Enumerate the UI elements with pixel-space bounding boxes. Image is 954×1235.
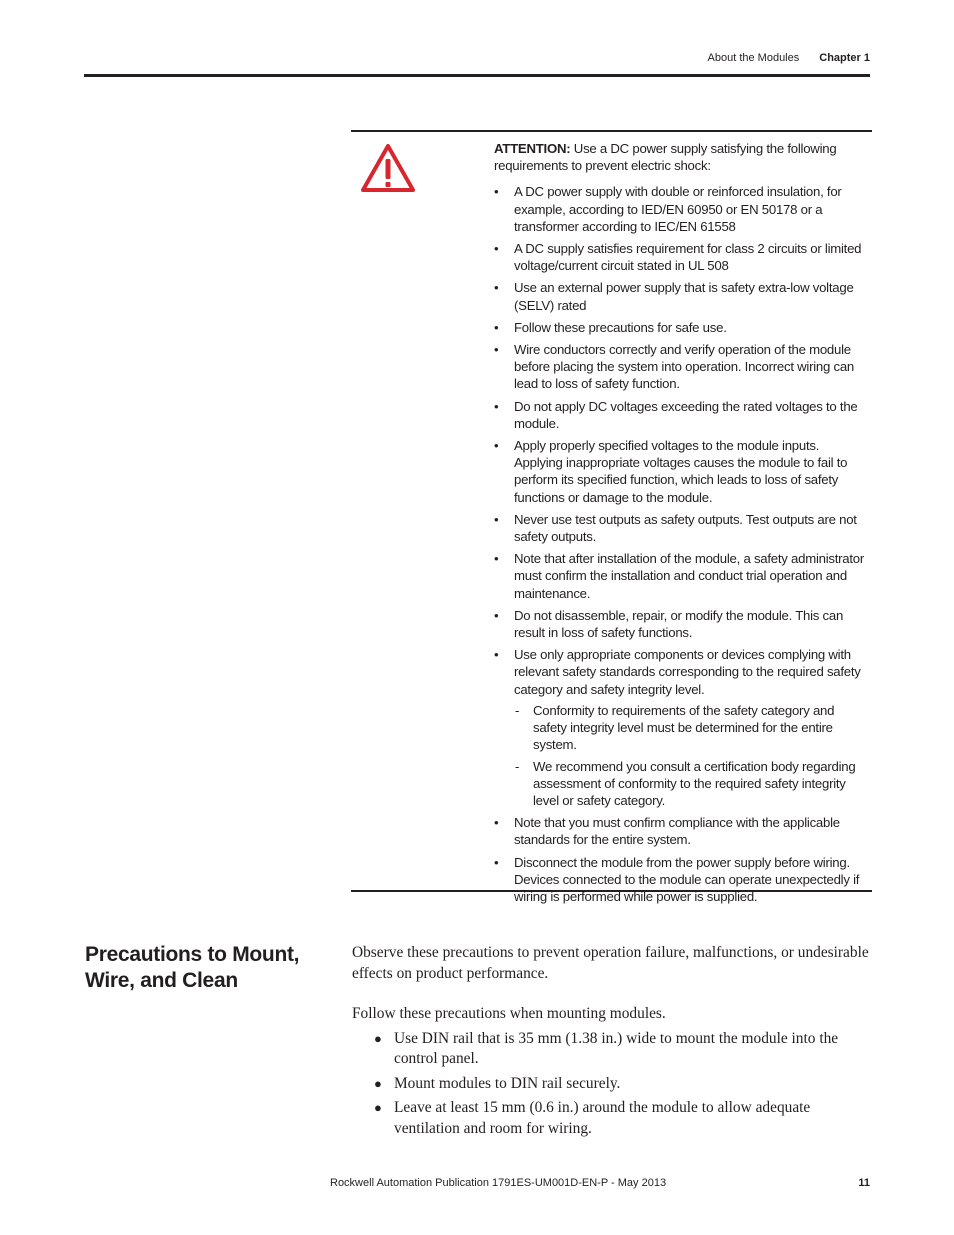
attention-item-text: Do not disassemble, repair, or modify the module. This can result in loss of safety functions. — [514, 607, 844, 641]
running-header — [708, 52, 870, 64]
section-paragraph-2: Follow these precautions when mounting modules. — [352, 1005, 666, 1022]
attention-item-text: A DC supply satisfies requirement for class 2 circuits or limited voltage/current circuit stated in UL 508 — [514, 241, 862, 274]
mounting-precaution-item — [352, 1074, 872, 1095]
attention-intro: Use a DC power supply satisfying the following requirements to prevent electric shock: — [494, 141, 837, 174]
bullet-mark: ● — [374, 1075, 382, 1091]
attention-item-text: Use an external power supply that is safety extra-low voltage (SELV) rated — [514, 280, 854, 313]
attention-box — [351, 130, 872, 904]
footer-publication: Rockwell Automation Publication 1791ES-UM001D-EN-P - May 2013 — [330, 1177, 667, 1189]
bullet-mark: • — [494, 815, 499, 831]
bullet-mark: • — [494, 280, 499, 296]
attention-subitem-text: Conformity to requirements of the safety category and safety integrity level must be determined for the entire system. — [533, 702, 835, 753]
attention-item — [494, 398, 870, 432]
attention-item — [494, 183, 870, 235]
attention-subitem — [514, 758, 870, 810]
attention-text — [494, 140, 870, 910]
attention-label: ATTENTION: — [494, 141, 571, 156]
attention-item-text: Use only appropriate components or devices complying with relevant safety standards corresponding to the required safety category and safety integrity level. — [514, 647, 861, 697]
section-heading: Precautions to Mount, Wire, and Clean — [85, 943, 300, 992]
mounting-precaution-text: Use DIN rail that is 35 mm (1.38 in.) wide to mount the module into the control panel. — [394, 1029, 839, 1067]
section-body — [352, 943, 872, 1143]
mounting-precaution-item — [352, 1029, 872, 1070]
dash-mark: - — [515, 702, 520, 718]
bullet-mark: • — [494, 854, 499, 870]
bullet-mark: ● — [374, 1100, 382, 1115]
attention-item — [494, 319, 870, 336]
bullet-mark: • — [494, 241, 499, 257]
mounting-precaution-item — [352, 1098, 872, 1139]
attention-item — [494, 607, 870, 641]
warning-triangle-icon — [361, 144, 415, 192]
attention-list — [494, 183, 870, 905]
attention-item — [494, 854, 870, 906]
attention-item — [494, 550, 870, 602]
attention-subitem-list — [514, 702, 870, 809]
attention-lead — [494, 140, 870, 174]
attention-item-text: A DC power supply with double or reinforced insulation, for example, according to IED/EN 60950 or EN 50178 or a transformer according to IEC/EN 61558 — [514, 184, 842, 234]
attention-item — [494, 341, 870, 393]
header-section-title: About the Modules — [707, 52, 800, 64]
attention-item — [494, 240, 870, 274]
mounting-precaution-text: Leave at least 15 mm (0.6 in.) around the module to allow adequate ventilation and room for wiring. — [394, 1099, 811, 1137]
attention-item-text: Do not apply DC voltages exceeding the rated voltages to the module. — [514, 398, 858, 431]
bullet-mark: • — [494, 551, 499, 567]
bullet-mark: • — [494, 342, 499, 358]
bullet-mark: • — [494, 438, 499, 454]
attention-subitem — [514, 702, 870, 754]
page-number: 11 — [858, 1177, 870, 1189]
bullet-mark: • — [494, 647, 499, 663]
attention-item-text: Note that after installation of the module, a safety administrator must confirm the installation and conduct trial operation and maintenance. — [514, 551, 865, 601]
attention-item-text: Apply properly specified voltages to the module inputs. Applying inappropriate voltages causes the module to fail to perform its specified function, which leads to loss of safety functions or damage to the module. — [514, 438, 848, 505]
section-paragraph-1: Observe these precautions to prevent operation failure, malfunctions, or undesirable effects on product performance. — [352, 944, 869, 982]
attention-item-text: Disconnect the module from the power supply before wiring. Devices connected to the module can operate unexpectedly if wiring is performed while power is supplied. — [514, 854, 860, 904]
attention-item-text: Wire conductors correctly and verify operation of the module before placing the system into operation. Incorrect wiring can lead to loss of safety function. — [514, 342, 855, 392]
attention-item — [494, 814, 870, 848]
header-rule — [84, 74, 870, 77]
dash-mark: - — [515, 758, 520, 774]
attention-item-text: Never use test outputs as safety outputs. Test outputs are not safety outputs. — [514, 511, 857, 545]
bullet-mark: • — [494, 398, 499, 414]
attention-subitem-text: We recommend you consult a certification body regarding assessment of conformity to the required safety integrity level or safety category. — [533, 758, 856, 808]
mounting-precaution-text: Mount modules to DIN rail securely. — [394, 1074, 621, 1092]
attention-item — [494, 437, 870, 506]
attention-item-text: Note that you must confirm compliance with the applicable standards for the entire system. — [514, 815, 840, 848]
header-chapter: Chapter 1 — [819, 52, 870, 64]
attention-item-text: Follow these precautions for safe use. — [514, 319, 727, 335]
bullet-mark: • — [494, 607, 499, 623]
mounting-precautions-list — [352, 1029, 872, 1140]
attention-item — [494, 279, 870, 313]
bullet-mark: ● — [374, 1030, 382, 1046]
bullet-mark: • — [494, 511, 499, 527]
bullet-mark: • — [494, 319, 499, 335]
attention-item — [494, 511, 870, 545]
bullet-mark: • — [494, 184, 499, 200]
attention-item — [494, 646, 870, 809]
